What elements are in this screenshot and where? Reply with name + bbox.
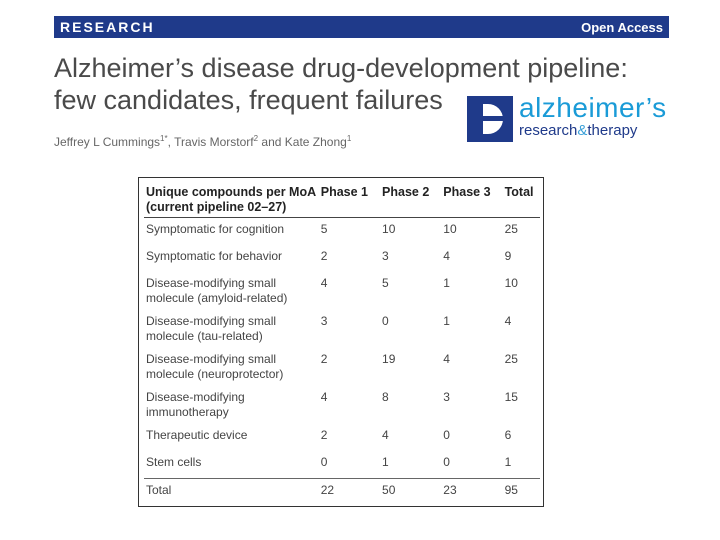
author-separator: , xyxy=(167,135,175,149)
row-label: Disease-modifying immunotherapy xyxy=(146,390,245,419)
cell-phase-3: 10 xyxy=(443,222,457,236)
cell-phase-1: 4 xyxy=(320,390,328,404)
pipeline-table xyxy=(144,184,540,501)
row-label: Disease-modifying small molecule (tau-related) xyxy=(146,314,277,343)
author-list xyxy=(54,134,351,149)
row-label: Disease-modifying small molecule (neuroprotector) xyxy=(146,352,284,381)
table-row xyxy=(144,424,540,451)
row-label: Total xyxy=(144,479,319,502)
author-3-affiliation: 1 xyxy=(346,134,352,143)
cell-total: 10 xyxy=(504,276,518,290)
header-phase-3: Phase 3 xyxy=(441,184,502,218)
cell-phase-1: 22 xyxy=(319,479,380,502)
cell-phase-2: 0 xyxy=(382,314,389,328)
cell-phase-1: 2 xyxy=(320,249,328,263)
row-label: Stem cells xyxy=(146,455,202,469)
cell-phase-3: 4 xyxy=(443,249,450,263)
cell-phase-1: 0 xyxy=(320,455,328,469)
row-label: Disease-modifying small molecule (amyloid-related) xyxy=(146,276,288,305)
cell-phase-3: 1 xyxy=(443,314,450,328)
cell-phase-2: 3 xyxy=(382,249,389,263)
cell-phase-1: 3 xyxy=(320,314,328,328)
cell-phase-3: 3 xyxy=(443,390,450,404)
article-type-banner xyxy=(54,16,669,38)
pipeline-table-container xyxy=(138,177,544,507)
cell-total: 9 xyxy=(504,249,512,263)
table-row xyxy=(144,386,540,424)
cell-phase-2: 5 xyxy=(382,276,389,290)
journal-logo-mark-icon xyxy=(467,96,513,142)
cell-total: 6 xyxy=(504,428,512,442)
cell-phase-3: 23 xyxy=(441,479,502,502)
author-1: Jeffrey L Cummings xyxy=(54,135,161,149)
author-3: Kate Zhong xyxy=(284,135,347,149)
cell-total: 95 xyxy=(503,479,540,502)
journal-logo-word-2: research&therapy xyxy=(519,122,638,139)
cell-total: 25 xyxy=(504,222,518,236)
cell-total: 1 xyxy=(504,455,512,469)
cell-phase-1: 4 xyxy=(320,276,328,290)
row-label: Symptomatic for behavior xyxy=(146,249,283,263)
table-row xyxy=(144,348,540,386)
table-row xyxy=(144,218,540,246)
title-line-1: Alzheimer’s disease drug-development pipeline: xyxy=(54,53,628,83)
journal-logo-word-1: alzheimer’s xyxy=(519,92,667,123)
cell-total: 15 xyxy=(504,390,518,404)
journal-logo xyxy=(467,92,672,142)
cell-phase-2: 8 xyxy=(382,390,389,404)
table-row xyxy=(144,245,540,272)
cell-phase-3: 4 xyxy=(443,352,450,366)
cell-phase-2: 10 xyxy=(382,222,396,236)
author-1-affiliation: 1* xyxy=(160,134,168,143)
cell-total: 4 xyxy=(504,314,512,328)
row-label: Symptomatic for cognition xyxy=(146,222,285,236)
table-header-row xyxy=(144,184,540,218)
author-2-affiliation: 2 xyxy=(253,134,259,143)
row-label: Therapeutic device xyxy=(146,428,248,442)
header-total: Total xyxy=(503,184,540,218)
cell-phase-1: 2 xyxy=(320,428,328,442)
cell-phase-3: 0 xyxy=(443,455,450,469)
table-row xyxy=(144,310,540,348)
cell-phase-2: 1 xyxy=(382,455,389,469)
table-total-row xyxy=(144,479,540,502)
cell-phase-2: 19 xyxy=(382,352,396,366)
cell-phase-2: 4 xyxy=(382,428,389,442)
cell-phase-1: 2 xyxy=(320,352,328,366)
open-access-label: Open Access xyxy=(581,19,663,35)
table-row xyxy=(144,272,540,310)
table-row xyxy=(144,451,540,479)
research-label: RESEARCH xyxy=(60,19,155,35)
header-phase-1: Phase 1 xyxy=(319,184,380,218)
cell-total: 25 xyxy=(504,352,518,366)
author-2: Travis Morstorf xyxy=(174,135,254,149)
title-line-2: few candidates, frequent failures xyxy=(54,85,443,115)
cell-phase-2: 50 xyxy=(380,479,441,502)
cell-phase-1: 5 xyxy=(320,222,328,236)
header-phase-2: Phase 2 xyxy=(380,184,441,218)
header-moa: Unique compounds per MoA (current pipeline 02–27) xyxy=(144,184,319,218)
cell-phase-3: 1 xyxy=(443,276,450,290)
author-separator: and xyxy=(258,135,285,149)
cell-phase-3: 0 xyxy=(443,428,450,442)
